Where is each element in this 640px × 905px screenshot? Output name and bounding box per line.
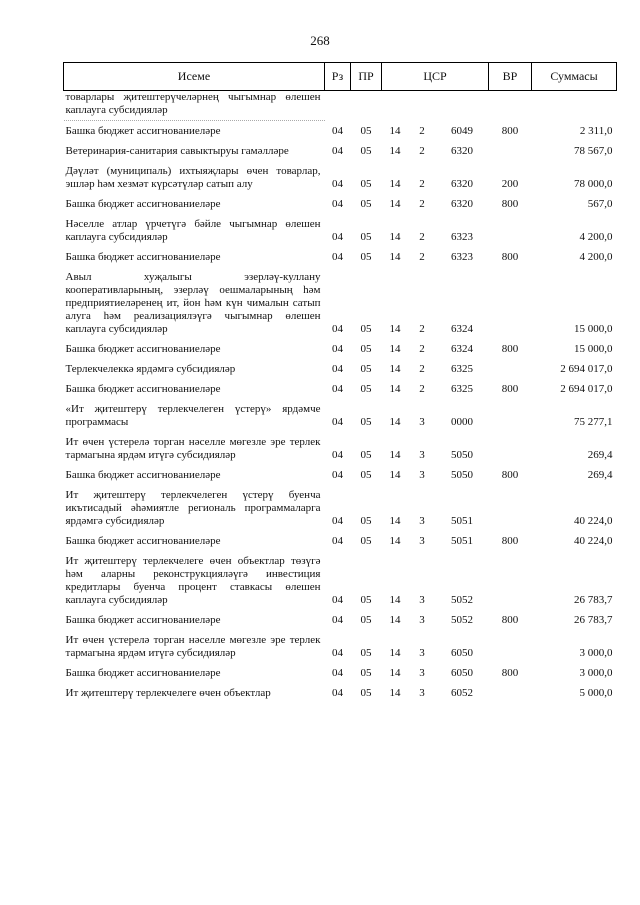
row-rz: 04 <box>332 383 343 395</box>
row-vr <box>489 683 532 703</box>
row-pr: 05 <box>360 667 372 679</box>
table-row <box>64 247 617 267</box>
row-vr <box>489 551 532 610</box>
row-csr-3: 5052 <box>451 594 473 606</box>
table-row <box>64 359 617 379</box>
row-csr-1: 14 <box>389 449 401 461</box>
row-csr-2: 2 <box>419 251 425 263</box>
row-sum: 269,4 <box>587 449 613 461</box>
row-name: Башка бюджет ассигнованиеләре <box>65 535 221 547</box>
header-vr: ВР <box>489 63 532 91</box>
row-csr-1: 14 <box>389 178 401 190</box>
continued-row <box>64 91 617 121</box>
row-csr-3: 5051 <box>451 515 473 527</box>
row-rz: 04 <box>332 687 343 699</box>
row-sum: 4 200,0 <box>579 231 613 243</box>
row-rz: 04 <box>332 363 343 375</box>
table-row <box>64 432 617 465</box>
row-csr-3: 6323 <box>451 231 473 243</box>
table-row <box>64 663 617 683</box>
table-body <box>64 91 617 704</box>
row-rz: 04 <box>332 323 343 335</box>
table-row <box>64 399 617 432</box>
row-name: Ит җитештерү терлекчелеге өчен объектлар төзүгә һәм аларны реконструкцияләүгә инвестиция кредитлары буенча процент ставкасы өлешен каплауга субсидияләр <box>65 555 321 606</box>
row-csr-3: 5051 <box>451 535 473 547</box>
row-sum: 40 224,0 <box>574 515 613 527</box>
row-sum: 269,4 <box>587 469 613 481</box>
row-sum: 26 783,7 <box>574 614 613 626</box>
row-csr-3: 6324 <box>451 343 473 355</box>
row-pr: 05 <box>360 594 372 606</box>
row-pr: 05 <box>360 535 372 547</box>
table-row <box>64 610 617 630</box>
header-sum: Суммасы <box>532 63 617 91</box>
row-csr-1: 14 <box>389 416 401 428</box>
budget-table <box>63 62 617 703</box>
row-vr <box>489 432 532 465</box>
table-row <box>64 485 617 531</box>
row-sum: 2 311,0 <box>579 125 613 137</box>
row-sum: 75 277,1 <box>574 416 613 428</box>
row-sum: 15 000,0 <box>574 323 613 335</box>
row-vr <box>489 214 532 247</box>
table-row <box>64 531 617 551</box>
row-pr: 05 <box>360 469 372 481</box>
row-csr-2: 2 <box>419 145 425 157</box>
row-pr: 05 <box>360 383 372 395</box>
row-sum: 3 000,0 <box>579 667 613 679</box>
row-csr-1: 14 <box>389 614 401 626</box>
row-csr-3: 6052 <box>451 687 473 699</box>
row-name: Башка бюджет ассигнованиеләре <box>65 343 221 355</box>
row-csr-1: 14 <box>389 231 401 243</box>
row-csr-3: 6049 <box>451 125 473 137</box>
row-rz: 04 <box>332 198 343 210</box>
row-csr-2: 3 <box>419 687 425 699</box>
row-sum: 78 567,0 <box>574 145 613 157</box>
row-pr: 05 <box>360 416 372 428</box>
row-csr-1: 14 <box>389 125 401 137</box>
row-rz: 04 <box>332 416 343 428</box>
row-vr: 800 <box>501 125 519 137</box>
table-row <box>64 267 617 339</box>
row-csr-3: 6325 <box>451 383 473 395</box>
table-row <box>64 141 617 161</box>
row-csr-1: 14 <box>389 198 401 210</box>
row-csr-2: 2 <box>419 343 425 355</box>
row-name: Нәселле атлар үрчетүгә бәйле чыгымнар өлешен каплауга субсидияләр <box>65 218 321 243</box>
row-rz: 04 <box>332 145 343 157</box>
row-vr <box>489 141 532 161</box>
row-pr: 05 <box>360 251 372 263</box>
row-pr: 05 <box>360 323 372 335</box>
table-row <box>64 551 617 610</box>
row-vr: 800 <box>501 343 519 355</box>
table-row <box>64 630 617 663</box>
row-pr: 05 <box>360 145 372 157</box>
row-rz: 04 <box>332 647 343 659</box>
row-name: Башка бюджет ассигнованиеләре <box>65 614 221 626</box>
table-row <box>64 161 617 194</box>
row-csr-2: 3 <box>419 614 425 626</box>
table-row <box>64 339 617 359</box>
row-rz: 04 <box>332 469 343 481</box>
row-vr: 800 <box>501 614 519 626</box>
row-sum: 26 783,7 <box>574 594 613 606</box>
row-name: Башка бюджет ассигнованиеләре <box>65 469 221 481</box>
row-csr-3: 5052 <box>451 614 473 626</box>
continued-text: товарлары җитештерүчеләрнең чыгымнар өлешен каплауга субсидияләр <box>64 91 325 121</box>
row-csr-1: 14 <box>389 515 401 527</box>
row-pr: 05 <box>360 515 372 527</box>
row-csr-3: 0000 <box>451 416 473 428</box>
row-vr: 800 <box>501 469 519 481</box>
row-name: Ит өчен үстерелә торган нәселле мөгезле эре терлек тармагына ярдәм итүгә субсидияләр <box>65 634 321 659</box>
row-csr-1: 14 <box>389 667 401 679</box>
row-csr-3: 6320 <box>451 198 473 210</box>
row-name: Башка бюджет ассигнованиеләре <box>65 667 221 679</box>
row-pr: 05 <box>360 198 372 210</box>
row-csr-2: 3 <box>419 647 425 659</box>
row-name: Ветеринария-санитария савыктыруы гамәлләре <box>65 145 289 157</box>
row-csr-2: 3 <box>419 515 425 527</box>
table-row <box>64 379 617 399</box>
row-csr-1: 14 <box>389 647 401 659</box>
row-name: Ит җитештерү терлекчелеген үстерү буенча икътисадый әһәмиятле региональ программаларга ярдәмгә субсидияләр <box>65 489 321 527</box>
row-pr: 05 <box>360 231 372 243</box>
row-sum: 78 000,0 <box>574 178 613 190</box>
row-vr <box>489 399 532 432</box>
row-csr-1: 14 <box>389 251 401 263</box>
row-csr-3: 6320 <box>451 145 473 157</box>
row-sum: 4 200,0 <box>579 251 613 263</box>
row-csr-1: 14 <box>389 383 401 395</box>
row-pr: 05 <box>360 343 372 355</box>
row-rz: 04 <box>332 449 343 461</box>
row-csr-2: 3 <box>419 667 425 679</box>
row-csr-2: 2 <box>419 383 425 395</box>
header-pr: ПР <box>351 63 382 91</box>
row-csr-2: 3 <box>419 535 425 547</box>
row-rz: 04 <box>332 178 343 190</box>
row-rz: 04 <box>332 515 343 527</box>
row-csr-1: 14 <box>389 687 401 699</box>
row-rz: 04 <box>332 231 343 243</box>
table-row <box>64 194 617 214</box>
row-vr: 800 <box>501 251 519 263</box>
row-csr-2: 3 <box>419 594 425 606</box>
row-name: Терлекчелеккә ярдәмгә субсидияләр <box>65 363 236 375</box>
row-pr: 05 <box>360 363 372 375</box>
row-rz: 04 <box>332 614 343 626</box>
row-vr <box>489 630 532 663</box>
row-sum: 567,0 <box>587 198 613 210</box>
row-rz: 04 <box>332 251 343 263</box>
row-vr: 800 <box>501 198 519 210</box>
row-csr-2: 2 <box>419 178 425 190</box>
row-csr-1: 14 <box>389 363 401 375</box>
row-sum: 15 000,0 <box>574 343 613 355</box>
row-name: «Ит җитештерү терлекчелеген үстерү» ярдәмче программасы <box>65 403 321 428</box>
row-csr-3: 5050 <box>451 449 473 461</box>
row-vr: 800 <box>501 535 519 547</box>
row-csr-2: 3 <box>419 416 425 428</box>
row-vr: 200 <box>501 178 519 190</box>
row-name: Дәүләт (муниципаль) ихтыяҗлары өчен товарлар, эшләр һәм хезмәт күрсәтүләр сатып алу <box>65 165 321 190</box>
row-rz: 04 <box>332 343 343 355</box>
row-pr: 05 <box>360 125 372 137</box>
row-sum: 40 224,0 <box>574 535 613 547</box>
table-header <box>64 63 617 91</box>
row-name: Башка бюджет ассигнованиеләре <box>65 383 221 395</box>
row-vr <box>489 485 532 531</box>
table-row <box>64 683 617 703</box>
row-sum: 2 694 017,0 <box>560 363 613 375</box>
table-row <box>64 121 617 142</box>
table-row <box>64 214 617 247</box>
row-rz: 04 <box>332 667 343 679</box>
row-csr-1: 14 <box>389 469 401 481</box>
row-pr: 05 <box>360 178 372 190</box>
row-sum: 3 000,0 <box>579 647 613 659</box>
header-rz: Рз <box>325 63 351 91</box>
row-pr: 05 <box>360 614 372 626</box>
row-pr: 05 <box>360 647 372 659</box>
row-vr <box>489 359 532 379</box>
row-pr: 05 <box>360 687 372 699</box>
row-csr-3: 6050 <box>451 647 473 659</box>
row-csr-2: 2 <box>419 231 425 243</box>
row-vr <box>489 267 532 339</box>
row-vr: 800 <box>501 667 519 679</box>
row-vr: 800 <box>501 383 519 395</box>
row-name: Башка бюджет ассигнованиеләре <box>65 251 221 263</box>
row-csr-2: 2 <box>419 323 425 335</box>
row-csr-1: 14 <box>389 323 401 335</box>
row-csr-3: 6325 <box>451 363 473 375</box>
row-csr-1: 14 <box>389 535 401 547</box>
page-number: 268 <box>310 33 330 48</box>
row-rz: 04 <box>332 535 343 547</box>
row-rz: 04 <box>332 594 343 606</box>
row-sum: 5 000,0 <box>579 687 613 699</box>
row-csr-2: 3 <box>419 469 425 481</box>
row-name: Ит өчен үстерелә торган нәселле мөгезле эре терлек тармагына ярдәм итүгә субсидияләр <box>65 436 321 461</box>
row-csr-1: 14 <box>389 343 401 355</box>
row-csr-3: 5050 <box>451 469 473 481</box>
row-csr-2: 2 <box>419 363 425 375</box>
row-name: Башка бюджет ассигнованиеләре <box>65 198 221 210</box>
row-csr-3: 6320 <box>451 178 473 190</box>
row-csr-2: 2 <box>419 125 425 137</box>
row-csr-3: 6050 <box>451 667 473 679</box>
row-name: Башка бюджет ассигнованиеләре <box>65 125 221 137</box>
row-csr-3: 6324 <box>451 323 473 335</box>
row-name: Авыл хуҗалыгы эзерләү-куллану кооперативларының, эзерләү оешмаларының һәм предприятиеләренең ит, йон һәм күн чималын сатып алуга һәм реализациялэүгә чыгымнар өлешен каплауга субсидияләр <box>65 271 321 335</box>
row-name: Ит җитештерү терлекчелеге өчен объектлар <box>65 687 271 699</box>
table-row <box>64 465 617 485</box>
row-rz: 04 <box>332 125 343 137</box>
header-csr: ЦСР <box>382 63 489 91</box>
row-pr: 05 <box>360 449 372 461</box>
header-name: Исеме <box>64 63 325 91</box>
row-csr-2: 2 <box>419 198 425 210</box>
row-csr-3: 6323 <box>451 251 473 263</box>
row-csr-1: 14 <box>389 145 401 157</box>
row-csr-1: 14 <box>389 594 401 606</box>
row-sum: 2 694 017,0 <box>560 383 613 395</box>
row-csr-2: 3 <box>419 449 425 461</box>
